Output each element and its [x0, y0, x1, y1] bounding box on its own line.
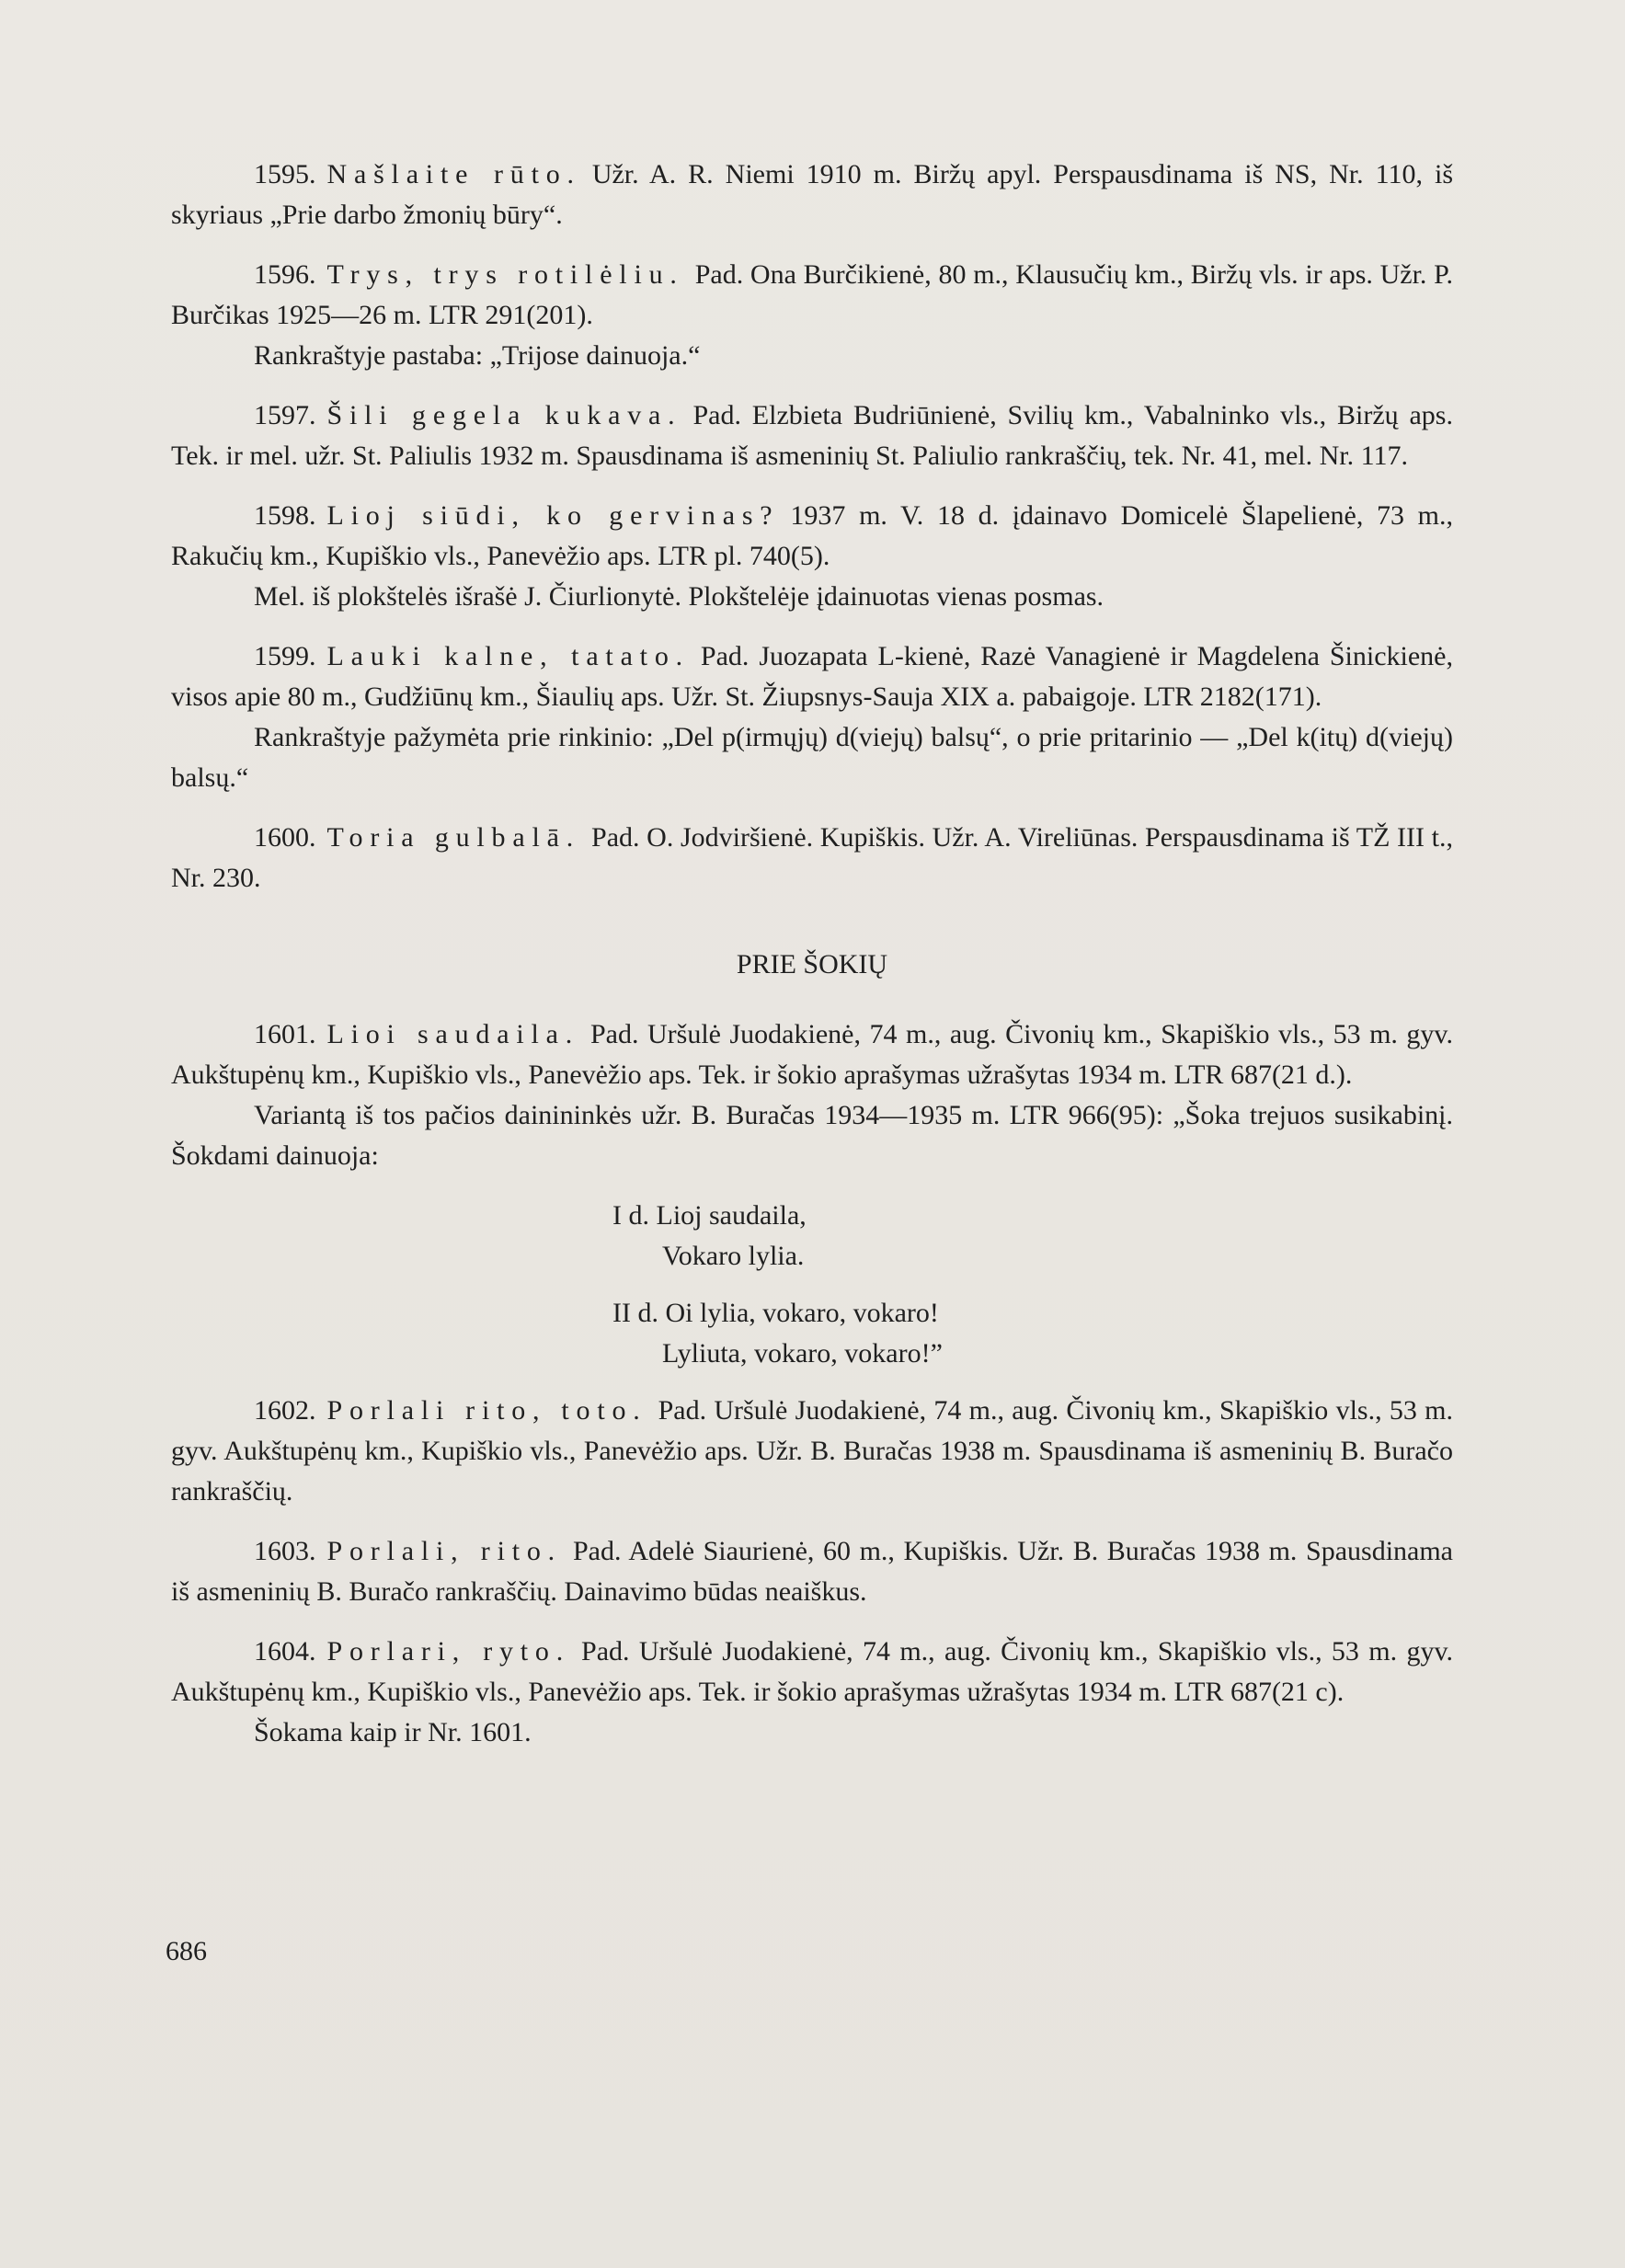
entry-title: Porlali rito, toto.: [326, 1395, 647, 1426]
section-title: PRIE ŠOKIŲ: [736, 949, 888, 979]
entry-title: Porlali, rito.: [326, 1536, 562, 1566]
entry-text: Pad. Ona Burčikienė, 80 m., Klausučių km., Biržų vls. ir aps. Užr. P. Burčikas 1925—26 m. LTR 291(201).: [171, 259, 1454, 330]
page-number: 686: [166, 1936, 207, 1966]
entry-note: Variantą iš tos pačios dainininkės užr. B. Buračas 1934—1935 m. LTR 966(95): „Šoka trejuos susikabinį. Šokdami dainuoja:: [171, 1100, 1453, 1171]
verse-line: Vokaro lylia.: [662, 1241, 805, 1271]
song-verse: [612, 1196, 1453, 1374]
entry-text: Pad. Adelė Siaurienė, 60 m., Kupiškis. Užr. B. Buračas 1938 m. Spausdinama iš asmeninių B. Buračo rankraščių. Dainavimo būdas neaiškus.: [171, 1536, 1453, 1607]
entry-text: Pad. Uršulė Juodakienė, 74 m., aug. Čivonių km., Skapiškio vls., 53 m. gyv. Aukštupėnų km., Kupiškio vls., Panevėžio aps. Tek. ir šokio aprašymas užrašytas 1934 m. LTR 687(21 c).: [171, 1636, 1453, 1707]
entry-1595: [171, 155, 1453, 235]
entry-1597: [171, 395, 1453, 476]
entry-1596: [171, 255, 1453, 376]
entry-title: Porlari, ryto.: [326, 1636, 571, 1667]
verse-group-2: [612, 1293, 1453, 1374]
entry-number: 1604.: [254, 1636, 316, 1667]
entry-text: Užr. A. R. Niemi 1910 m. Biržų apyl. Perspausdinama iš NS, Nr. 110, iš skyriaus „Prie darbo žmonių būry“.: [171, 159, 1453, 230]
verse-line: I d. Lioj saudaila,: [612, 1200, 807, 1231]
entry-text: Pad. O. Jodviršienė. Kupiškis. Užr. A. Vireliūnas. Perspausdinama iš TŽ III t., Nr. 230.: [171, 822, 1453, 893]
entry-number: 1597.: [254, 400, 316, 430]
entry-text: Pad. Elzbieta Budriūnienė, Svilių km., Vabalninko vls., Biržų aps. Tek. ir mel. užr. St. Paliulis 1932 m. Spausdinama iš asmeninių St. Paliulio rankraščių, tek. Nr. 41, mel. Nr. 117.: [171, 400, 1453, 471]
entry-note: Šokama kaip ir Nr. 1601.: [254, 1717, 532, 1747]
entry-title: Lauki kalne, tatato.: [326, 641, 690, 671]
entry-text: Pad. Uršulė Juodakienė, 74 m., aug. Čivonių km., Skapiškio vls., 53 m. gyv. Aukštupėnų km., Kupiškio vls., Panevėžio aps. Užr. B. Buračas 1938 m. Spausdinama iš asmeninių B. Buračo rankraščių.: [171, 1395, 1453, 1506]
entry-title: Našlaite rūto.: [326, 159, 581, 189]
verse-group-1: [612, 1196, 1453, 1277]
verse-line: Lyliuta, vokaro, vokaro!”: [662, 1338, 943, 1369]
entry-1601: [171, 1014, 1453, 1176]
entry-1603: [171, 1531, 1453, 1612]
entry-note: Mel. iš plokštelės išrašė J. Čiurlionytė. Plokštelėje įdainuotas vienas posmas.: [254, 581, 1104, 612]
entry-number: 1596.: [254, 259, 316, 290]
entry-1599: [171, 636, 1453, 798]
page-content: [171, 155, 1453, 1772]
entry-note: Rankraštyje pažymėta prie rinkinio: „Del p(irmųjų) d(viejų) balsų“, o prie pritarinio — „Del k(itų) d(viejų) balsų.“: [171, 722, 1453, 793]
entry-title: Lioj siūdi, ko gervinas?: [326, 500, 780, 531]
entry-number: 1603.: [254, 1536, 316, 1566]
entry-title: Trys, trys rotilėliu.: [326, 259, 684, 290]
entry-title: Lioi saudaila.: [326, 1019, 579, 1049]
entry-1602: [171, 1391, 1453, 1512]
entry-number: 1599.: [254, 641, 316, 671]
entry-number: 1602.: [254, 1395, 316, 1426]
entry-title: Šili gegela kukava.: [326, 400, 682, 430]
entry-text: 1937 m. V. 18 d. įdainavo Domicelė Šlapelienė, 73 m., Rakučių km., Kupiškio vls., Panevėžio aps. LTR pl. 740(5).: [171, 500, 1453, 571]
entry-1598: [171, 496, 1453, 617]
entry-text: Pad. Juozapata L-kienė, Razė Vanagienė ir Magdelena Šinickienė, visos apie 80 m., Gudžiūnų km., Šiaulių aps. Užr. St. Žiupsnys-Sauja XIX a. pabaigoje. LTR 2182(171).: [171, 641, 1453, 712]
entry-1600: [171, 818, 1453, 899]
entry-1604: [171, 1632, 1453, 1753]
entry-number: 1600.: [254, 822, 316, 853]
entry-number: 1598.: [254, 500, 316, 531]
entry-text: Pad. Uršulė Juodakienė, 74 m., aug. Čivonių km., Skapiškio vls., 53 m. gyv. Aukštupėnų km., Kupiškio vls., Panevėžio aps. Tek. ir šokio aprašymas užrašytas 1934 m. LTR 687(21 d.).: [171, 1019, 1453, 1090]
entry-number: 1595.: [254, 159, 316, 189]
entry-number: 1601.: [254, 1019, 316, 1049]
entry-title: Toria gulbalā.: [326, 822, 581, 853]
entry-note: Rankraštyje pastaba: „Trijose dainuoja.“: [254, 340, 701, 371]
verse-line: II d. Oi lylia, vokaro, vokaro!: [612, 1298, 939, 1328]
